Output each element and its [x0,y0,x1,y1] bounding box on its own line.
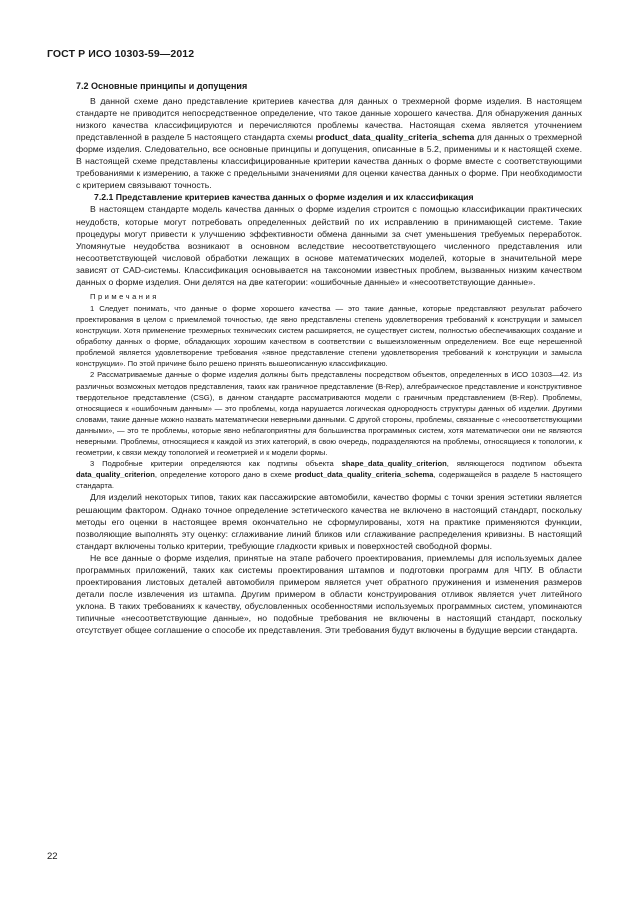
paragraph-classification: В настоящем стандарте модель качества данных о форме изделия строится с помощью классификации практических неудобств, которые могут потребовать определенных действий по их исправлению в принимающей системе. Такие процедуры могут привести к улучшению эффективности обмена данными за счет уменьшения требуемых переработок. Упомянутые неудобства возникают в основном вследствие несоответствующего численного представления или несоответствующей числовой обработки лежащих в основе математических моделей, которые в значительной мере зависят от CAD-системы. Классификация основывается на таксономии известных проблем, вызванных низким качеством данных о форме изделия. Они делятся на две категории: «ошибочные данные» и «несоответствующие данные». [76,204,582,287]
note-1: 1 Следует понимать, что данные о форме хорошего качества — это такие данные, которые представляют результат рабочего проектирования в целом с приемлемой точностью, где явно представлены степень удовлетворения требований к конструкции и замысел конструкции. Хотя применение трехмерных технических систем расширяется, не существует систем, полностью обеспечивающих создание и обработку данных о форме, обладающих хорошим качеством в соответствии с вышеизложенным определением. Все еще нерешенной проблемой является удовлетворение требования «явное представление степени удовлетворения требований к конструкции и замысла конструкции». По этой причине было решено принять вышеописанную классификацию. [76,303,582,369]
note-2: 2 Рассматриваемые данные о форме изделия должны быть представлены посредством объектов, определенных в ИСО 10303—42. Из различных возможных методов представления, таких как граничное представление (B-Rep), алгебраическое представление и конструктивное твердотельное представление (CSG), в данном стандарте рассматриваются модели с граничным представлением (B-Rep). Проблемы, относящиеся к «ошибочным данным» — это проблемы, когда нарушается логическая однородность структуры данных об изделии. Другими словами, такие данные можно назвать математически неверными данными. С другой стороны, проблемы, связанные с «несоответствующими данными», — это те проблемы, которые явно неблагоприятны для большинства программных систем, хотя математически они не являются неверными. Проблемы, относящиеся к каждой из этих категорий, в свою очередь, подразделяются на проблемы, относящиеся к топологии, к геометрии, к связи между топологией и геометрией и к модели формы. [76,370,582,458]
paragraph-intro-text-b: для данных о трехмерной форме изделия. Следовательно, все основные принципы и допущения, описанные в 5.2, применимы и к настоящей схеме. В настоящей схеме представлены классифицированные критерии качества данных о форме вместе с соответствующими требованиями к измерению, а также с предельными значениями для оценки качества данных о форме. При необходимости с критерием связывают точность. [76,132,583,191]
section-heading: 7.2 Основные принципы и допущения [76,81,248,91]
schema-criteria: product_data_quality_criteria_schema [294,470,434,480]
notes-block [76,291,582,492]
note-3-text-d: , содержащейся в разделе 5 настоящего стандарта. [76,470,582,491]
schema-name: product_data_quality_criteria_schema [315,132,475,143]
subsection-heading: 7.2.1 Представление критериев качества данных о форме изделия и их классификация [94,192,474,203]
paragraph-aesthetics: Для изделий некоторых типов, таких как пассажирские автомобили, качество формы с точки зрения эстетики является решающим фактором. Однако точное определение эстетического качества не включено в настоящий стандарт, поскольку методы его оценки в настоящее время окончательно не сформулированы, хотя на практике применяются функции, позволяющие выполнять эту оценку: сглаживание линий бликов или сглаживание распределения кривизны. В настоящий стандарт включены только критерии, требующие гладкости кривых и поверхностей свободной формы. [76,492,582,551]
page-content [76,80,582,636]
standard-header: ГОСТ Р ИСО 10303-59—2012 [47,48,195,60]
note-3 [76,458,582,491]
paragraph-intro [76,95,582,191]
paragraph-downstream: Не все данные о форме изделия, принятые на этапе рабочего проектирования, приемлемы для используемых далее программных приложений, таких как системы проектирования штампов и подготовки программ для ЧПУ. В области проектирования листовых деталей автомобиля примером является учет обратного пружинения и изменения размеров детали после извлечения из штампа. Другим примером в области конструирования отливок является учет литейного уклона. В таких требованиях к качеству, обусловленных особенностями используемых программных систем, упоминаются типичные «несоответствующие данные», но подобные требования не включены в настоящий стандарт, поскольку отсутствует общее соглашение о способе их представления. Эти требования будут включены в будущие версии стандарта. [76,552,582,635]
entity-shape-criterion: shape_data_quality_criterion [341,459,447,469]
note-3-text-a: 3 Подробные критерии определяются как подтипы объекта [90,459,342,469]
note-3-text-b: , являющегося подтипом объекта [446,459,582,469]
page-number: 22 [47,851,58,862]
paragraph-intro-text-a: В данной схеме дано представление критериев качества для данных о трехмерной форме изделия. В настоящем стандарте не приводится непосредственное определение, что такое данные хорошего качества. Для обнаружения данных низкого качества классифицируются и перечисляются проблемы качества. Настоящая схема является уточнением представленной в разделе 5 настоящего стандарта схемы [76,96,582,143]
note-3-text-c: , определение которого дано в схеме [154,470,295,480]
entity-data-criterion: data_quality_criterion [76,470,155,480]
notes-title: Примечания [90,291,159,301]
